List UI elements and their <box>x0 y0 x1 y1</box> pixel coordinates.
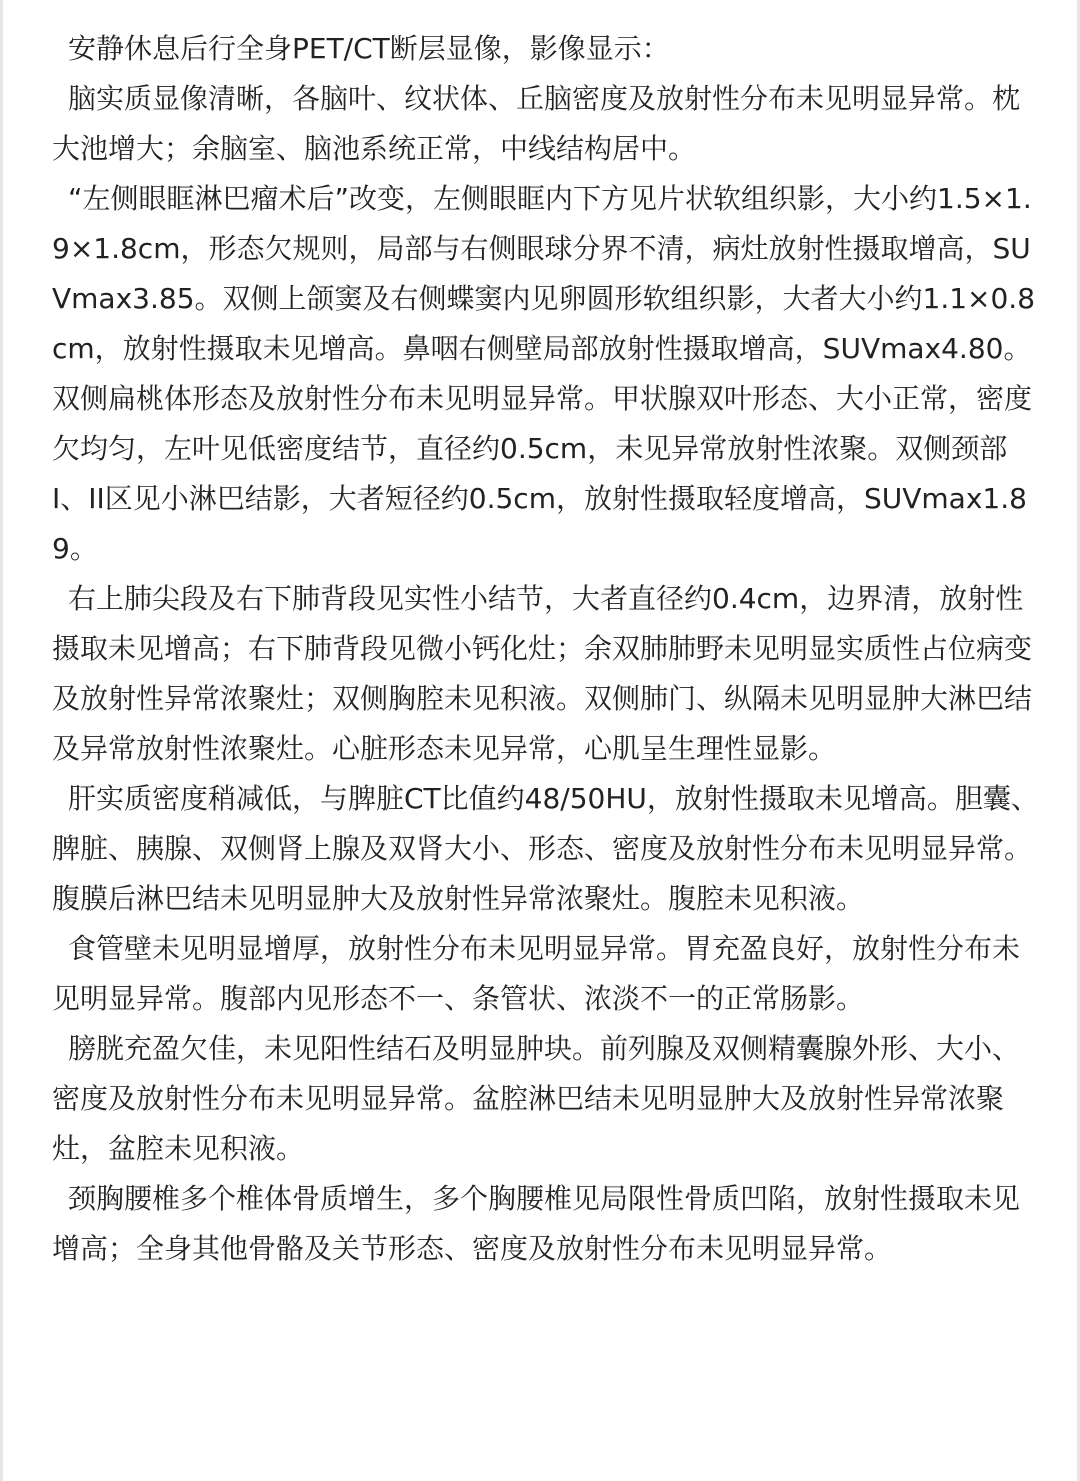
report-abdomen-section: 肝实质密度稍减低，与脾脏CT比值约48/50HU，放射性摄取未见增高。胆囊、脾脏、胰腺、双侧肾上腺及双肾大小、形态、密度及放射性分布未见明显异常。腹膜后淋巴结未见明显肿大及放射性异常浓聚灶。腹腔未见积液。 <box>52 782 1039 915</box>
pet-ct-report-text <box>52 24 1042 1274</box>
left-edge-shadow <box>0 0 3 1481</box>
report-head-neck-section: “左侧眼眶淋巴瘤术后”改变，左侧眼眶内下方见片状软组织影，大小约1.5×1.9×1.8cm，形态欠规则，局部与右侧眼球分界不清，病灶放射性摄取增高，SUVmax3.85。双侧上颌窦及右侧蝶窦内见卵圆形软组织影，大者大小约1.1×0.8cm，放射性摄取未见增高。鼻咽右侧壁局部放射性摄取增高，SUVmax4.80。双侧扁桃体形态及放射性分布未见明显异常。甲状腺双叶形态、大小正常，密度欠均匀，左叶见低密度结节，直径约0.5cm，未见异常放射性浓聚。双侧颈部I、II区见小淋巴结影，大者短径约0.5cm，放射性摄取轻度增高，SUVmax1.89。 <box>52 182 1036 565</box>
report-chest-section: 右上肺尖段及右下肺背段见实性小结节，大者直径约0.4cm，边界清，放射性摄取未见增高；右下肺背段见微小钙化灶；余双肺肺野未见明显实质性占位病变及放射性异常浓聚灶；双侧胸腔未见积液。双侧肺门、纵隔未见明显肿大淋巴结及异常放射性浓聚灶。心脏形态未见异常，心肌呈生理性显影。 <box>52 582 1033 765</box>
report-brain-section: 脑实质显像清晰，各脑叶、纹状体、丘脑密度及放射性分布未见明显异常。枕大池增大；余脑室、脑池系统正常，中线结构居中。 <box>52 82 1021 165</box>
report-intro: 安静休息后行全身PET/CT断层显像，影像显示： <box>68 32 670 65</box>
report-bone-section: 颈胸腰椎多个椎体骨质增生，多个胸腰椎见局限性骨质凹陷，放射性摄取未见增高；全身其他骨骼及关节形态、密度及放射性分布未见明显异常。 <box>52 1182 1021 1265</box>
report-gi-section: 食管壁未见明显增厚，放射性分布未见明显异常。胃充盈良好，放射性分布未见明显异常。腹部内见形态不一、条管状、浓淡不一的正常肠影。 <box>52 932 1021 1015</box>
report-pelvis-section: 膀胱充盈欠佳，未见阳性结石及明显肿块。前列腺及双侧精囊腺外形、大小、密度及放射性分布未见明显异常。盆腔淋巴结未见明显肿大及放射性异常浓聚灶，盆腔未见积液。 <box>52 1032 1021 1165</box>
